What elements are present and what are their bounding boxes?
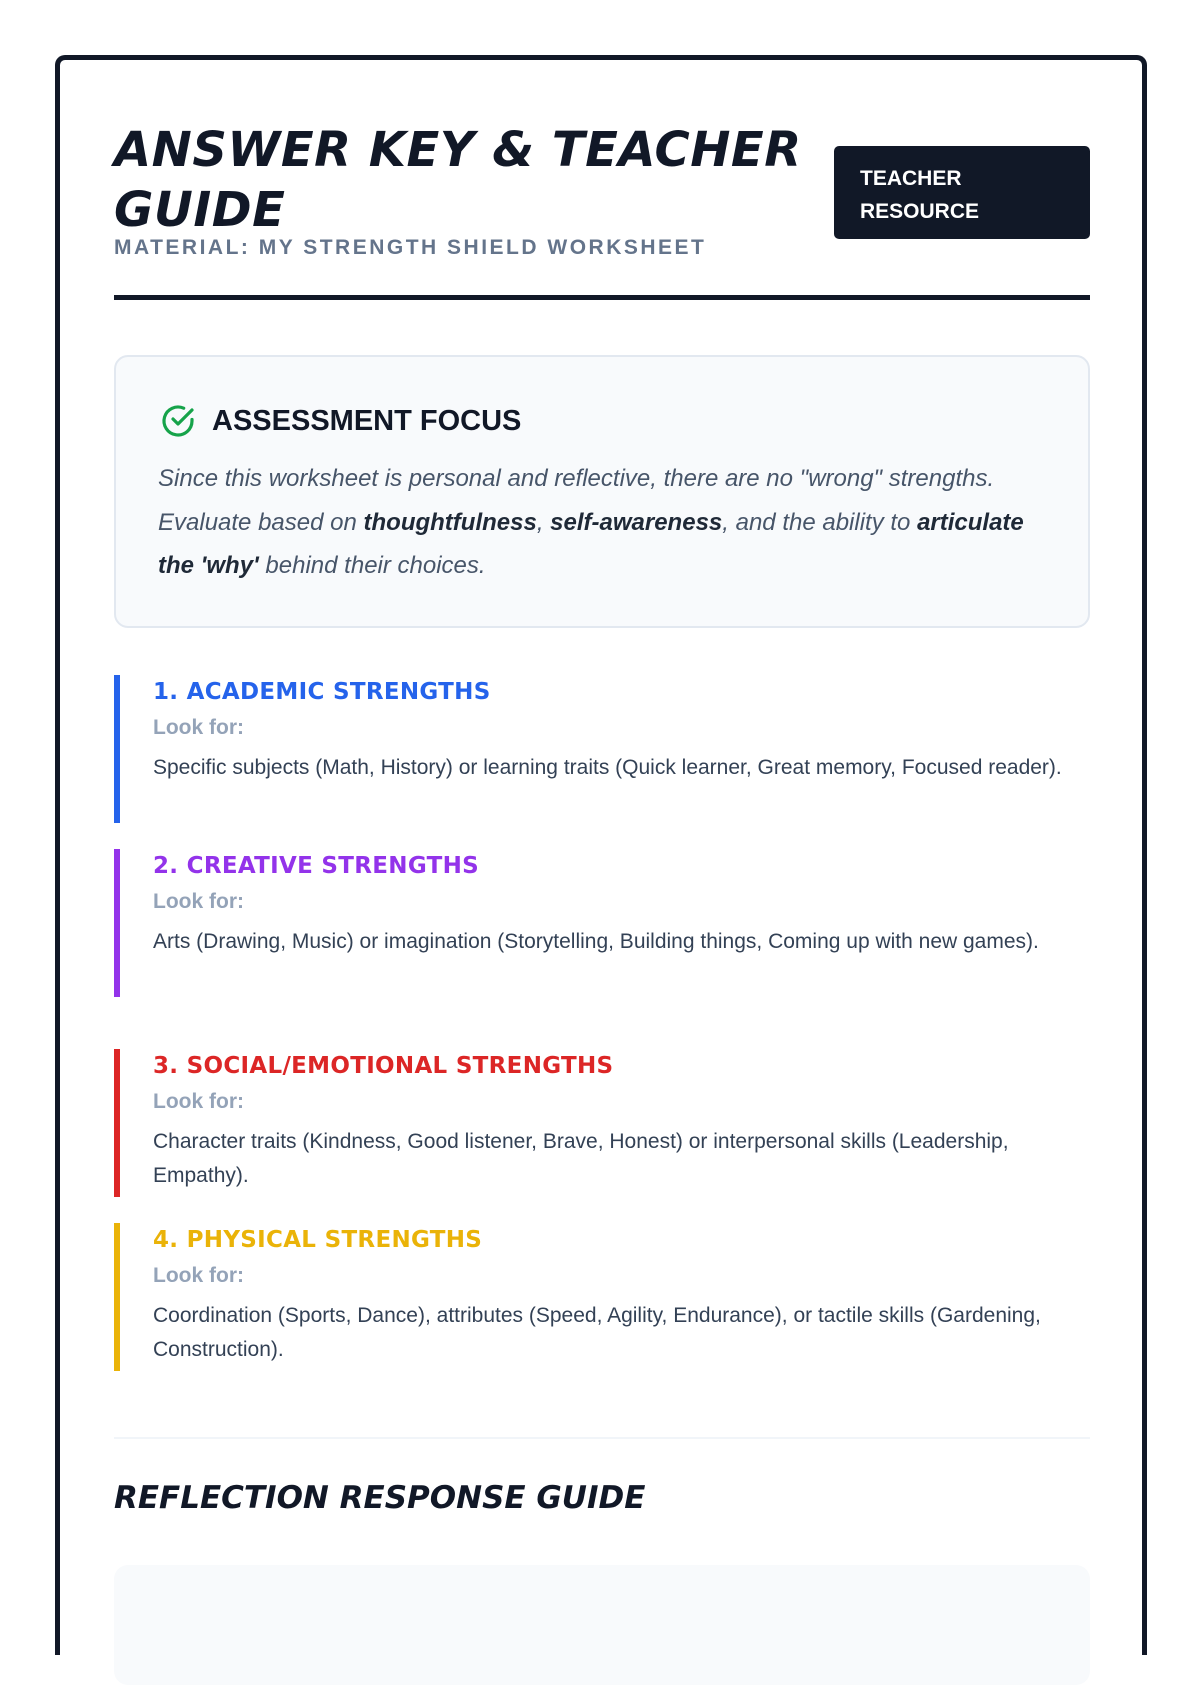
category-description: Specific subjects (Math, History) or learning traits (Quick learner, Great memory, Focused reader).: [153, 756, 1062, 779]
category-description: Coordination (Sports, Dance), attributes (Speed, Agility, Endurance), or tactile skills (Gardening, Construction).: [153, 1304, 1041, 1361]
worksheet-page: [55, 55, 1147, 1655]
category-academic: [114, 675, 1090, 823]
category-title: 2. CREATIVE STRENGTHS: [153, 853, 480, 879]
teacher-resource-badge: TEACHER RESOURCE: [834, 146, 1090, 239]
look-for-label: Look for:: [153, 1264, 244, 1287]
page-subtitle: MATERIAL: MY STRENGTH SHIELD WORKSHEET: [114, 236, 707, 259]
check-circle-icon: [158, 401, 198, 441]
reflection-guide-title: REFLECTION RESPONSE GUIDE: [114, 1480, 646, 1516]
page-header: [114, 120, 1090, 300]
category-creative: [114, 849, 1090, 997]
assessment-focus-box: [114, 355, 1090, 628]
assessment-focus-heading: [158, 401, 521, 441]
assessment-focus-text: Since this worksheet is personal and reflective, there are no "wrong" strengths. Evaluate based on thoughtfulness, self-awareness, and the ability to articulate the 'why' behind their choices.: [158, 465, 1024, 579]
category-title: 1. ACADEMIC STRENGTHS: [153, 679, 491, 705]
section-divider: [114, 1437, 1090, 1439]
category-title: 3. SOCIAL/EMOTIONAL STRENGTHS: [153, 1053, 614, 1079]
category-description: Character traits (Kindness, Good listener, Brave, Honest) or interpersonal skills (Leadership, Empathy).: [153, 1130, 1009, 1187]
look-for-label: Look for:: [153, 890, 244, 913]
look-for-label: Look for:: [153, 1090, 244, 1113]
category-title: 4. PHYSICAL STRENGTHS: [153, 1227, 483, 1253]
category-physical: [114, 1223, 1090, 1371]
category-description: Arts (Drawing, Music) or imagination (Storytelling, Building things, Coming up with new games).: [153, 930, 1039, 953]
reflection-guide-box: [114, 1565, 1090, 1685]
look-for-label: Look for:: [153, 716, 244, 739]
page-title: ANSWER KEY & TEACHER GUIDE: [114, 122, 802, 238]
category-social-emotional: [114, 1049, 1090, 1197]
assessment-focus-title: ASSESSMENT FOCUS: [212, 404, 522, 437]
